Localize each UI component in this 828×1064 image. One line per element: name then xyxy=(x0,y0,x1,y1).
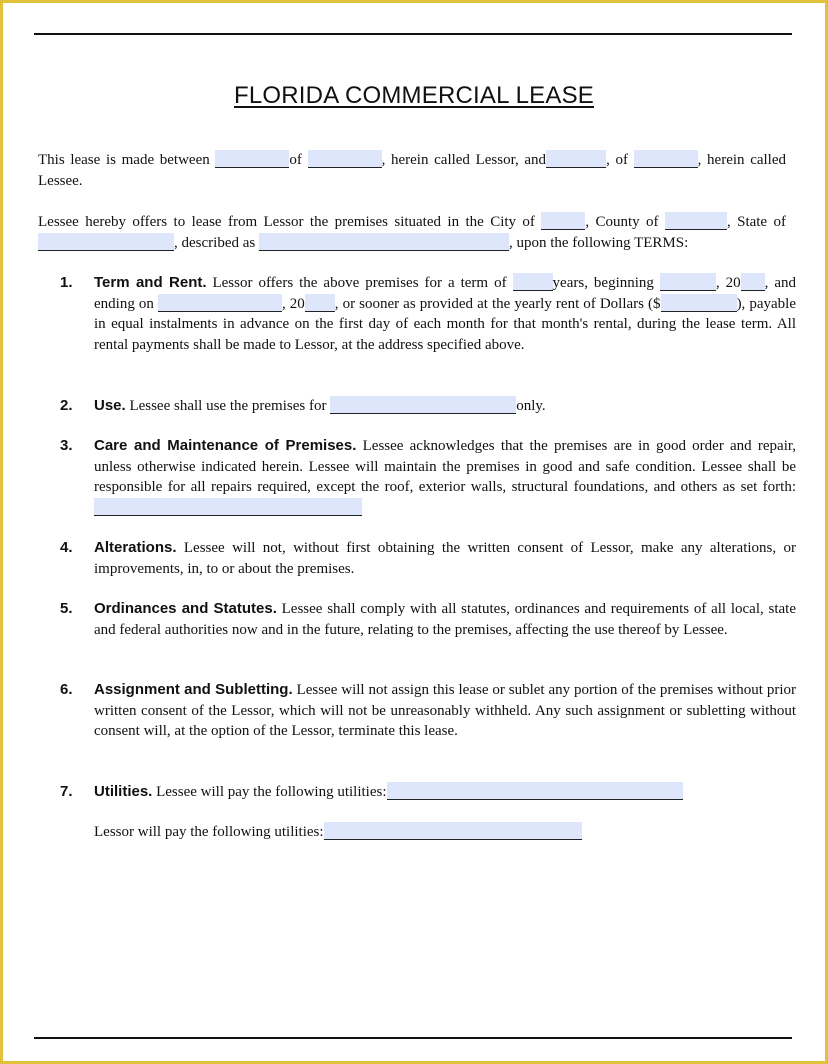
term-number: 7. xyxy=(60,783,73,800)
bottom-rule xyxy=(34,1037,792,1039)
top-rule xyxy=(34,33,792,35)
term-number: 4. xyxy=(60,539,73,556)
term-years-field[interactable] xyxy=(513,273,553,291)
term-heading: Term and Rent. xyxy=(94,274,207,291)
lessee-utilities-field[interactable] xyxy=(387,782,683,800)
start-year-field[interactable] xyxy=(741,273,765,291)
intro-paragraph: This lease is made between of , herein called Lessor, and , of , herein called Lessee. xyxy=(38,152,786,189)
premises-paragraph: Lessee hereby offers to lease from Lessor the premises situated in the City of , County of , State of , described as , upon the following TERMS: xyxy=(38,214,786,251)
term-heading: Assignment and Subletting. xyxy=(94,681,293,698)
county-field[interactable] xyxy=(665,212,727,230)
lessor-utilities-label: Lessor will pay the following utilities: xyxy=(94,824,324,840)
term-number: 2. xyxy=(60,397,73,414)
lessee-name-field[interactable] xyxy=(546,150,606,168)
end-date-field[interactable] xyxy=(158,294,282,312)
term-heading: Alterations. xyxy=(94,539,177,556)
lessee-address-field[interactable] xyxy=(634,150,698,168)
term-number: 1. xyxy=(60,274,73,291)
term-heading: Use. xyxy=(94,397,126,414)
rent-amount-field[interactable] xyxy=(661,294,737,312)
city-field[interactable] xyxy=(541,212,585,230)
start-date-field[interactable] xyxy=(660,273,716,291)
term-heading: Utilities. xyxy=(94,783,153,800)
state-field[interactable] xyxy=(38,233,174,251)
permitted-use-field[interactable] xyxy=(330,396,516,414)
term-number: 3. xyxy=(60,437,73,454)
term-number: 6. xyxy=(60,681,73,698)
term-heading: Ordinances and Statutes. xyxy=(94,600,277,617)
premises-description-field[interactable] xyxy=(259,233,509,251)
end-year-field[interactable] xyxy=(305,294,335,312)
lessor-address-field[interactable] xyxy=(308,150,382,168)
lessor-name-field[interactable] xyxy=(215,150,289,168)
term-heading: Care and Maintenance of Premises. xyxy=(94,437,357,454)
excepted-repairs-field[interactable] xyxy=(94,498,362,516)
lessor-utilities-field[interactable] xyxy=(324,822,582,840)
term-number: 5. xyxy=(60,600,73,617)
document-title: FLORIDA COMMERCIAL LEASE xyxy=(234,82,594,109)
